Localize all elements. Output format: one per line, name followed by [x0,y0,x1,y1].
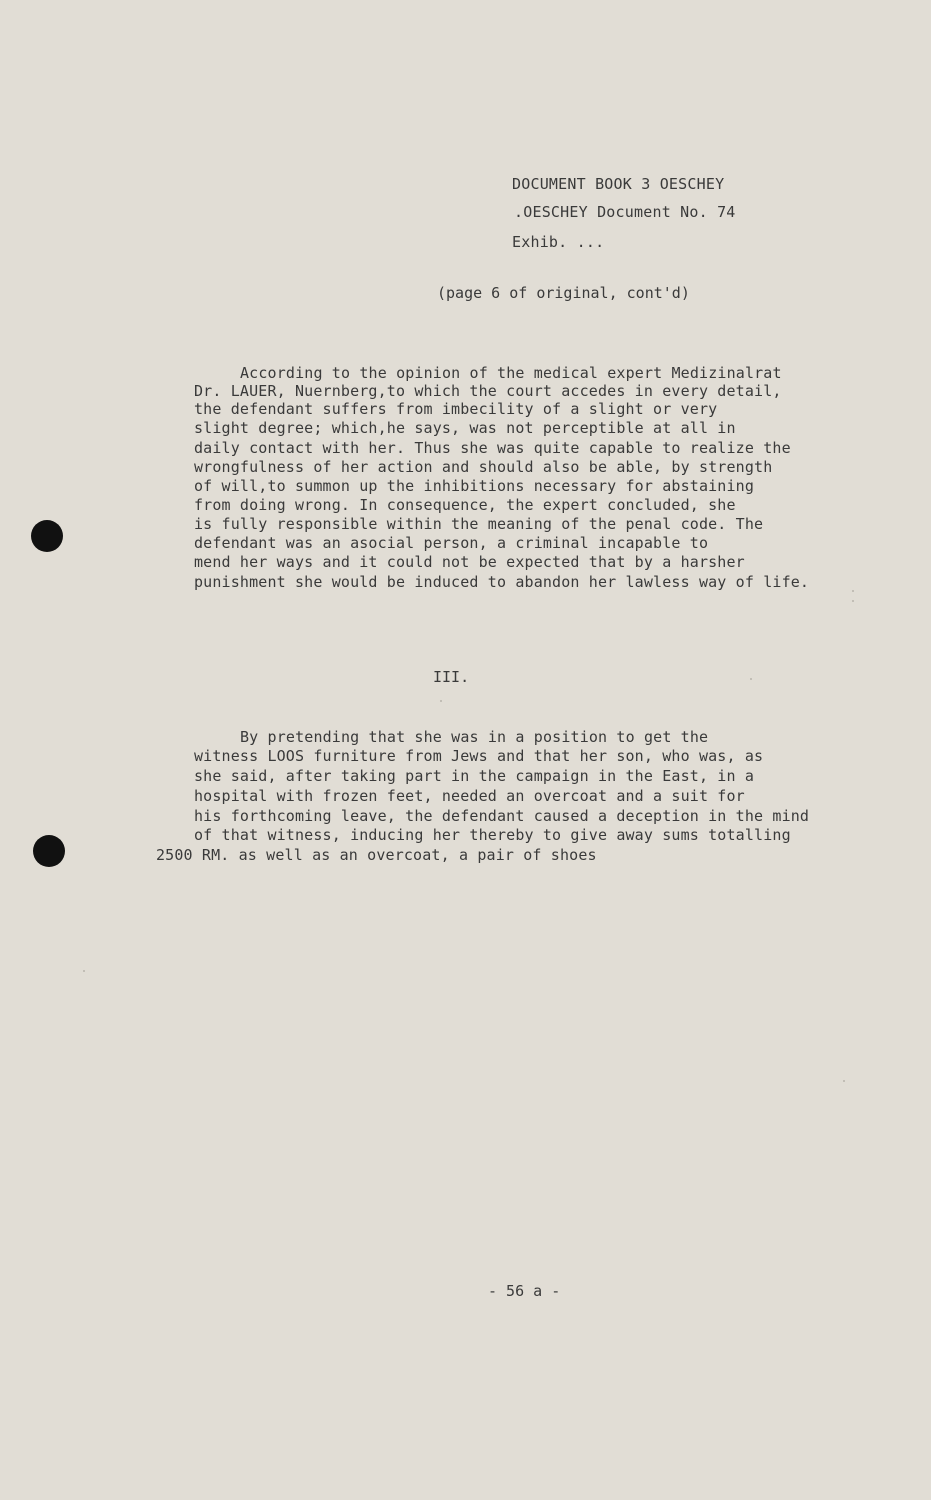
punch-hole [33,835,65,867]
page-note: (page 6 of original, cont'd) [437,284,690,302]
section-heading: III. [433,668,470,686]
paragraph-1-line: slight degree; which,he says, was not perceptible at all in [194,419,736,437]
paragraph-1-line: daily contact with her. Thus she was quite capable to realize the [194,439,791,457]
paragraph-1-line: mend her ways and it could not be expected that by a harsher [194,553,745,571]
paragraph-1-line: from doing wrong. In consequence, the expert concluded, she [194,496,736,514]
paragraph-1-line: Dr. LAUER, Nuernberg,to which the court accedes in every detail, [194,382,782,400]
document-number-heading: .OESCHEY Document No. 74 [514,203,736,221]
paragraph-2-line: 2500 RM. as well as an overcoat, a pair of shoes [156,846,597,864]
paragraph-2-line: of that witness, inducing her thereby to give away sums totalling [194,826,791,844]
paper-speck [852,590,854,592]
paragraph-2-line: she said, after taking part in the campaign in the East, in a [194,767,755,785]
exhibit-heading: Exhib. ... [512,233,605,251]
paragraph-2-line: By pretending that she was in a position to get the [240,728,709,746]
document-book-heading: DOCUMENT BOOK 3 OESCHEY [512,175,725,193]
page-number: - 56 a - [488,1282,561,1300]
paragraph-2-line: hospital with frozen feet, needed an overcoat and a suit for [194,787,745,805]
paragraph-2-line: witness LOOS furniture from Jews and that her son, who was, as [194,747,764,765]
paragraph-1-line: punishment she would be induced to abandon her lawless way of life. [194,573,810,591]
paper-speck [852,600,854,602]
paragraph-1-line: According to the opinion of the medical expert Medizinalrat [240,364,782,382]
paper-speck [750,678,752,680]
paper-speck [440,700,442,702]
paragraph-1-line: the defendant suffers from imbecility of a slight or very [194,400,718,418]
punch-hole [31,520,63,552]
paragraph-1-line: of will,to summon up the inhibitions necessary for abstaining [194,477,755,495]
paragraph-1-line: is fully responsible within the meaning of the penal code. The [194,515,764,533]
paper-speck [843,1080,845,1082]
paragraph-1-line: wrongfulness of her action and should also be able, by strength [194,458,773,476]
paragraph-2-line: his forthcoming leave, the defendant caused a deception in the mind [194,807,810,825]
paragraph-1-line: defendant was an asocial person, a criminal incapable to [194,534,709,552]
paper-speck [83,970,85,972]
